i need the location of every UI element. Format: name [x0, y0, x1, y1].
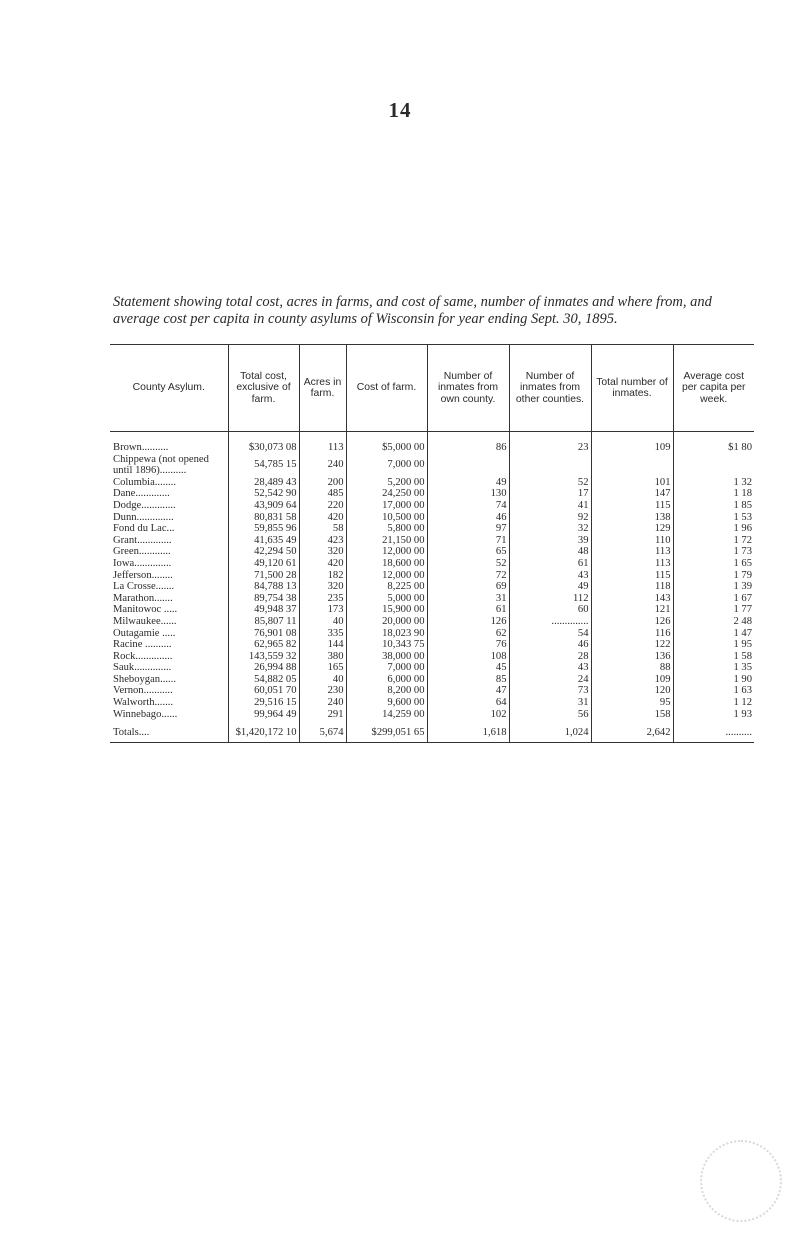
- acres-cell: 144: [299, 639, 346, 651]
- avg-cost-cell: 1 90: [673, 674, 754, 686]
- avg-cost-cell: 1 39: [673, 581, 754, 593]
- table-row: [110, 442, 754, 454]
- other-counties-cell: 41: [509, 500, 591, 512]
- acres-cell: 423: [299, 535, 346, 547]
- acres-cell: 320: [299, 546, 346, 558]
- total-total-inmates-cell: 2,642: [591, 720, 673, 742]
- acres-cell: 240: [299, 454, 346, 477]
- total-inmates-cell: 121: [591, 604, 673, 616]
- acres-cell: 291: [299, 709, 346, 721]
- farm-cost-cell: 10,500 00: [346, 512, 427, 524]
- total-inmates-cell: 115: [591, 500, 673, 512]
- farm-cost-cell: 7,000 00: [346, 662, 427, 674]
- acres-cell: 230: [299, 685, 346, 697]
- county-cell: Brown..........: [113, 442, 169, 453]
- cost-cell: 85,807 11: [228, 616, 299, 628]
- other-counties-cell: 49: [509, 581, 591, 593]
- cost-cell: 80,831 58: [228, 512, 299, 524]
- own-county-cell: 130: [427, 488, 509, 500]
- total-inmates-cell: 158: [591, 709, 673, 721]
- avg-cost-cell: 2 48: [673, 616, 754, 628]
- cost-cell: 42,294 50: [228, 546, 299, 558]
- total-other-counties-cell: 1,024: [509, 720, 591, 742]
- total-avg-cost-cell: ..........: [673, 720, 754, 742]
- cost-cell: 54,785 15: [228, 454, 299, 477]
- other-counties-cell: 24: [509, 674, 591, 686]
- county-cell: Fond du Lac...: [113, 523, 175, 535]
- avg-cost-cell: $1 80: [673, 442, 754, 454]
- total-inmates-cell: [591, 454, 673, 477]
- avg-cost-cell: 1 58: [673, 651, 754, 663]
- avg-cost-cell: 1 72: [673, 535, 754, 547]
- other-counties-cell: 46: [509, 639, 591, 651]
- col-header-average-cost: Average cost per capita per week.: [673, 345, 754, 432]
- farm-cost-cell: 7,000 00: [346, 454, 427, 477]
- own-county-cell: 72: [427, 570, 509, 582]
- acres-cell: 380: [299, 651, 346, 663]
- cost-cell: $30,073 08: [228, 442, 299, 454]
- farm-cost-cell: 12,000 00: [346, 570, 427, 582]
- total-inmates-cell: 120: [591, 685, 673, 697]
- county-cell: Racine ..........: [113, 639, 172, 651]
- totals-row: [110, 720, 754, 742]
- total-inmates-cell: 129: [591, 523, 673, 535]
- avg-cost-cell: 1 96: [673, 523, 754, 535]
- county-cell: Columbia........: [113, 476, 176, 488]
- own-county-cell: 62: [427, 628, 509, 640]
- table-row: [110, 523, 754, 535]
- other-counties-cell: 28: [509, 651, 591, 663]
- table-row: [110, 709, 754, 721]
- own-county-cell: 69: [427, 581, 509, 593]
- county-cell: Manitowoc .....: [113, 604, 178, 616]
- own-county-cell: 108: [427, 651, 509, 663]
- acres-cell: 240: [299, 697, 346, 709]
- other-counties-cell: 92: [509, 512, 591, 524]
- col-header-own-county: Number of inmates from own county.: [427, 345, 509, 432]
- county-cell: Jefferson........: [113, 569, 173, 581]
- other-counties-cell: 52: [509, 477, 591, 489]
- county-cell: Vernon...........: [113, 685, 173, 697]
- own-county-cell: 65: [427, 546, 509, 558]
- cost-cell: 84,788 13: [228, 581, 299, 593]
- avg-cost-cell: 1 18: [673, 488, 754, 500]
- col-header-other-counties: Number of inmates from other counties.: [509, 345, 591, 432]
- acres-cell: 220: [299, 500, 346, 512]
- col-header-acres: Acres in farm.: [299, 345, 346, 432]
- col-header-county: County Asylum.: [110, 345, 228, 432]
- own-county-cell: 47: [427, 685, 509, 697]
- acres-cell: 58: [299, 523, 346, 535]
- acres-cell: 200: [299, 477, 346, 489]
- total-inmates-cell: 115: [591, 570, 673, 582]
- cost-cell: 49,120 61: [228, 558, 299, 570]
- county-cell: Walworth.......: [113, 697, 174, 709]
- cost-cell: 99,964 49: [228, 709, 299, 721]
- total-inmates-cell: 136: [591, 651, 673, 663]
- own-county-cell: 85: [427, 674, 509, 686]
- avg-cost-cell: 1 67: [673, 593, 754, 605]
- table-row: [110, 604, 754, 616]
- cost-cell: 52,542 90: [228, 488, 299, 500]
- other-counties-cell: 43: [509, 662, 591, 674]
- table-row: [110, 570, 754, 582]
- total-inmates-cell: 122: [591, 639, 673, 651]
- total-farm-cost-cell: $299,051 65: [346, 720, 427, 742]
- cost-cell: 49,948 37: [228, 604, 299, 616]
- other-counties-cell: 60: [509, 604, 591, 616]
- avg-cost-cell: 1 73: [673, 546, 754, 558]
- total-inmates-cell: 95: [591, 697, 673, 709]
- own-county-cell: 126: [427, 616, 509, 628]
- county-cell: Winnebago......: [113, 708, 178, 720]
- county-cell: Dunn..............: [113, 511, 174, 523]
- acres-cell: 40: [299, 674, 346, 686]
- acres-cell: 485: [299, 488, 346, 500]
- table-row: [110, 639, 754, 651]
- cost-cell: 29,516 15: [228, 697, 299, 709]
- other-counties-cell: 54: [509, 628, 591, 640]
- county-cell: Chippewa (not opened until 1896)..........: [113, 453, 209, 477]
- county-cell: Dodge.............: [113, 499, 176, 511]
- total-county-cell: Totals....: [110, 720, 228, 742]
- col-header-total-inmates: Total number of inmates.: [591, 345, 673, 432]
- avg-cost-cell: [673, 454, 754, 477]
- own-county-cell: 45: [427, 662, 509, 674]
- own-county-cell: 64: [427, 697, 509, 709]
- avg-cost-cell: 1 63: [673, 685, 754, 697]
- farm-cost-cell: 9,600 00: [346, 697, 427, 709]
- farm-cost-cell: 8,225 00: [346, 581, 427, 593]
- cost-cell: 60,051 70: [228, 685, 299, 697]
- cost-cell: 43,909 64: [228, 500, 299, 512]
- acres-cell: 320: [299, 581, 346, 593]
- cost-cell: 26,994 88: [228, 662, 299, 674]
- own-county-cell: 71: [427, 535, 509, 547]
- own-county-cell: 76: [427, 639, 509, 651]
- acres-cell: 113: [299, 442, 346, 454]
- other-counties-cell: 43: [509, 570, 591, 582]
- table-row: [110, 488, 754, 500]
- library-stamp: [700, 1140, 782, 1222]
- table-row: [110, 512, 754, 524]
- county-cell: Rock..............: [113, 650, 173, 662]
- farm-cost-cell: 15,900 00: [346, 604, 427, 616]
- cost-cell: 28,489 43: [228, 477, 299, 489]
- own-county-cell: 86: [427, 442, 509, 454]
- farm-cost-cell: 21,150 00: [346, 535, 427, 547]
- county-cell: Outagamie .....: [113, 627, 176, 639]
- table-row: [110, 662, 754, 674]
- header-row: [110, 345, 754, 432]
- acres-cell: 235: [299, 593, 346, 605]
- other-counties-cell: 73: [509, 685, 591, 697]
- total-cost-cell: $1,420,172 10: [228, 720, 299, 742]
- table-row: [110, 477, 754, 489]
- own-county-cell: 49: [427, 477, 509, 489]
- table-row: [110, 535, 754, 547]
- other-counties-cell: 39: [509, 535, 591, 547]
- farm-cost-cell: 18,023 90: [346, 628, 427, 640]
- county-cell: Marathon.......: [113, 592, 173, 604]
- cost-cell: 143,559 32: [228, 651, 299, 663]
- total-own-county-cell: 1,618: [427, 720, 509, 742]
- other-counties-cell: 56: [509, 709, 591, 721]
- county-cell: Green............: [113, 546, 171, 558]
- avg-cost-cell: 1 79: [673, 570, 754, 582]
- farm-cost-cell: 17,000 00: [346, 500, 427, 512]
- other-counties-cell: 23: [509, 442, 591, 454]
- table-row: [110, 685, 754, 697]
- acres-cell: 335: [299, 628, 346, 640]
- own-county-cell: 97: [427, 523, 509, 535]
- table-row: [110, 674, 754, 686]
- cost-cell: 76,901 08: [228, 628, 299, 640]
- farm-cost-cell: 5,800 00: [346, 523, 427, 535]
- avg-cost-cell: 1 12: [673, 697, 754, 709]
- total-inmates-cell: 88: [591, 662, 673, 674]
- county-cell: Milwaukee......: [113, 615, 177, 627]
- total-inmates-cell: 113: [591, 546, 673, 558]
- avg-cost-cell: 1 35: [673, 662, 754, 674]
- avg-cost-cell: 1 77: [673, 604, 754, 616]
- own-county-cell: 46: [427, 512, 509, 524]
- cost-cell: 54,882 05: [228, 674, 299, 686]
- table-row: [110, 546, 754, 558]
- total-inmates-cell: 110: [591, 535, 673, 547]
- acres-cell: 420: [299, 558, 346, 570]
- total-inmates-cell: 116: [591, 628, 673, 640]
- statistics-table: [110, 344, 754, 743]
- table-row: [110, 651, 754, 663]
- county-cell: Dane.............: [113, 488, 170, 500]
- avg-cost-cell: 1 53: [673, 512, 754, 524]
- table-row: [110, 628, 754, 640]
- total-inmates-cell: 109: [591, 442, 673, 454]
- own-county-cell: 102: [427, 709, 509, 721]
- cost-cell: 59,855 96: [228, 523, 299, 535]
- county-cell: Iowa..............: [113, 557, 172, 569]
- farm-cost-cell: $5,000 00: [346, 442, 427, 454]
- table-row: [110, 581, 754, 593]
- other-counties-cell: ..............: [509, 616, 591, 628]
- table-caption: Statement showing total cost, acres in farms, and cost of same, number of inmates and where from, and average cost per capita in county asylums of Wisconsin for year ending Sept. 30, 1895.: [113, 294, 712, 327]
- county-cell: Grant.............: [113, 534, 172, 546]
- farm-cost-cell: 20,000 00: [346, 616, 427, 628]
- col-header-cost-of-farm: Cost of farm.: [346, 345, 427, 432]
- acres-cell: 173: [299, 604, 346, 616]
- total-inmates-cell: 126: [591, 616, 673, 628]
- farm-cost-cell: 6,000 00: [346, 674, 427, 686]
- acres-cell: 182: [299, 570, 346, 582]
- acres-cell: 165: [299, 662, 346, 674]
- total-inmates-cell: 109: [591, 674, 673, 686]
- other-counties-cell: 112: [509, 593, 591, 605]
- county-cell: La Crosse.......: [113, 581, 175, 593]
- other-counties-cell: 48: [509, 546, 591, 558]
- total-inmates-cell: 143: [591, 593, 673, 605]
- table-row: [110, 697, 754, 709]
- avg-cost-cell: 1 65: [673, 558, 754, 570]
- avg-cost-cell: 1 85: [673, 500, 754, 512]
- page-number: 14: [388, 98, 412, 122]
- table-row: [110, 500, 754, 512]
- avg-cost-cell: 1 95: [673, 639, 754, 651]
- farm-cost-cell: 5,200 00: [346, 477, 427, 489]
- other-counties-cell: 17: [509, 488, 591, 500]
- farm-cost-cell: 18,600 00: [346, 558, 427, 570]
- total-inmates-cell: 138: [591, 512, 673, 524]
- own-county-cell: [427, 454, 509, 477]
- cost-cell: 41,635 49: [228, 535, 299, 547]
- total-inmates-cell: 101: [591, 477, 673, 489]
- own-county-cell: 52: [427, 558, 509, 570]
- total-inmates-cell: 118: [591, 581, 673, 593]
- farm-cost-cell: 10,343 75: [346, 639, 427, 651]
- county-cell: Sheboygan......: [113, 673, 176, 685]
- other-counties-cell: 61: [509, 558, 591, 570]
- total-inmates-cell: 147: [591, 488, 673, 500]
- col-header-total-cost: Total cost, exclusive of farm.: [228, 345, 299, 432]
- total-acres-cell: 5,674: [299, 720, 346, 742]
- cost-cell: 89,754 38: [228, 593, 299, 605]
- acres-cell: 420: [299, 512, 346, 524]
- farm-cost-cell: 8,200 00: [346, 685, 427, 697]
- spacer-row: [110, 432, 754, 443]
- avg-cost-cell: 1 93: [673, 709, 754, 721]
- own-county-cell: 31: [427, 593, 509, 605]
- table-row: [110, 558, 754, 570]
- farm-cost-cell: 38,000 00: [346, 651, 427, 663]
- cost-cell: 62,965 82: [228, 639, 299, 651]
- table-row: [110, 593, 754, 605]
- acres-cell: 40: [299, 616, 346, 628]
- county-cell: Sauk..............: [113, 662, 172, 674]
- farm-cost-cell: 5,000 00: [346, 593, 427, 605]
- own-county-cell: 74: [427, 500, 509, 512]
- farm-cost-cell: 14,259 00: [346, 709, 427, 721]
- farm-cost-cell: 24,250 00: [346, 488, 427, 500]
- other-counties-cell: [509, 454, 591, 477]
- own-county-cell: 61: [427, 604, 509, 616]
- table-row: [110, 616, 754, 628]
- cost-cell: 71,500 28: [228, 570, 299, 582]
- total-inmates-cell: 113: [591, 558, 673, 570]
- other-counties-cell: 32: [509, 523, 591, 535]
- other-counties-cell: 31: [509, 697, 591, 709]
- farm-cost-cell: 12,000 00: [346, 546, 427, 558]
- avg-cost-cell: 1 32: [673, 477, 754, 489]
- avg-cost-cell: 1 47: [673, 628, 754, 640]
- table-row: [110, 454, 754, 477]
